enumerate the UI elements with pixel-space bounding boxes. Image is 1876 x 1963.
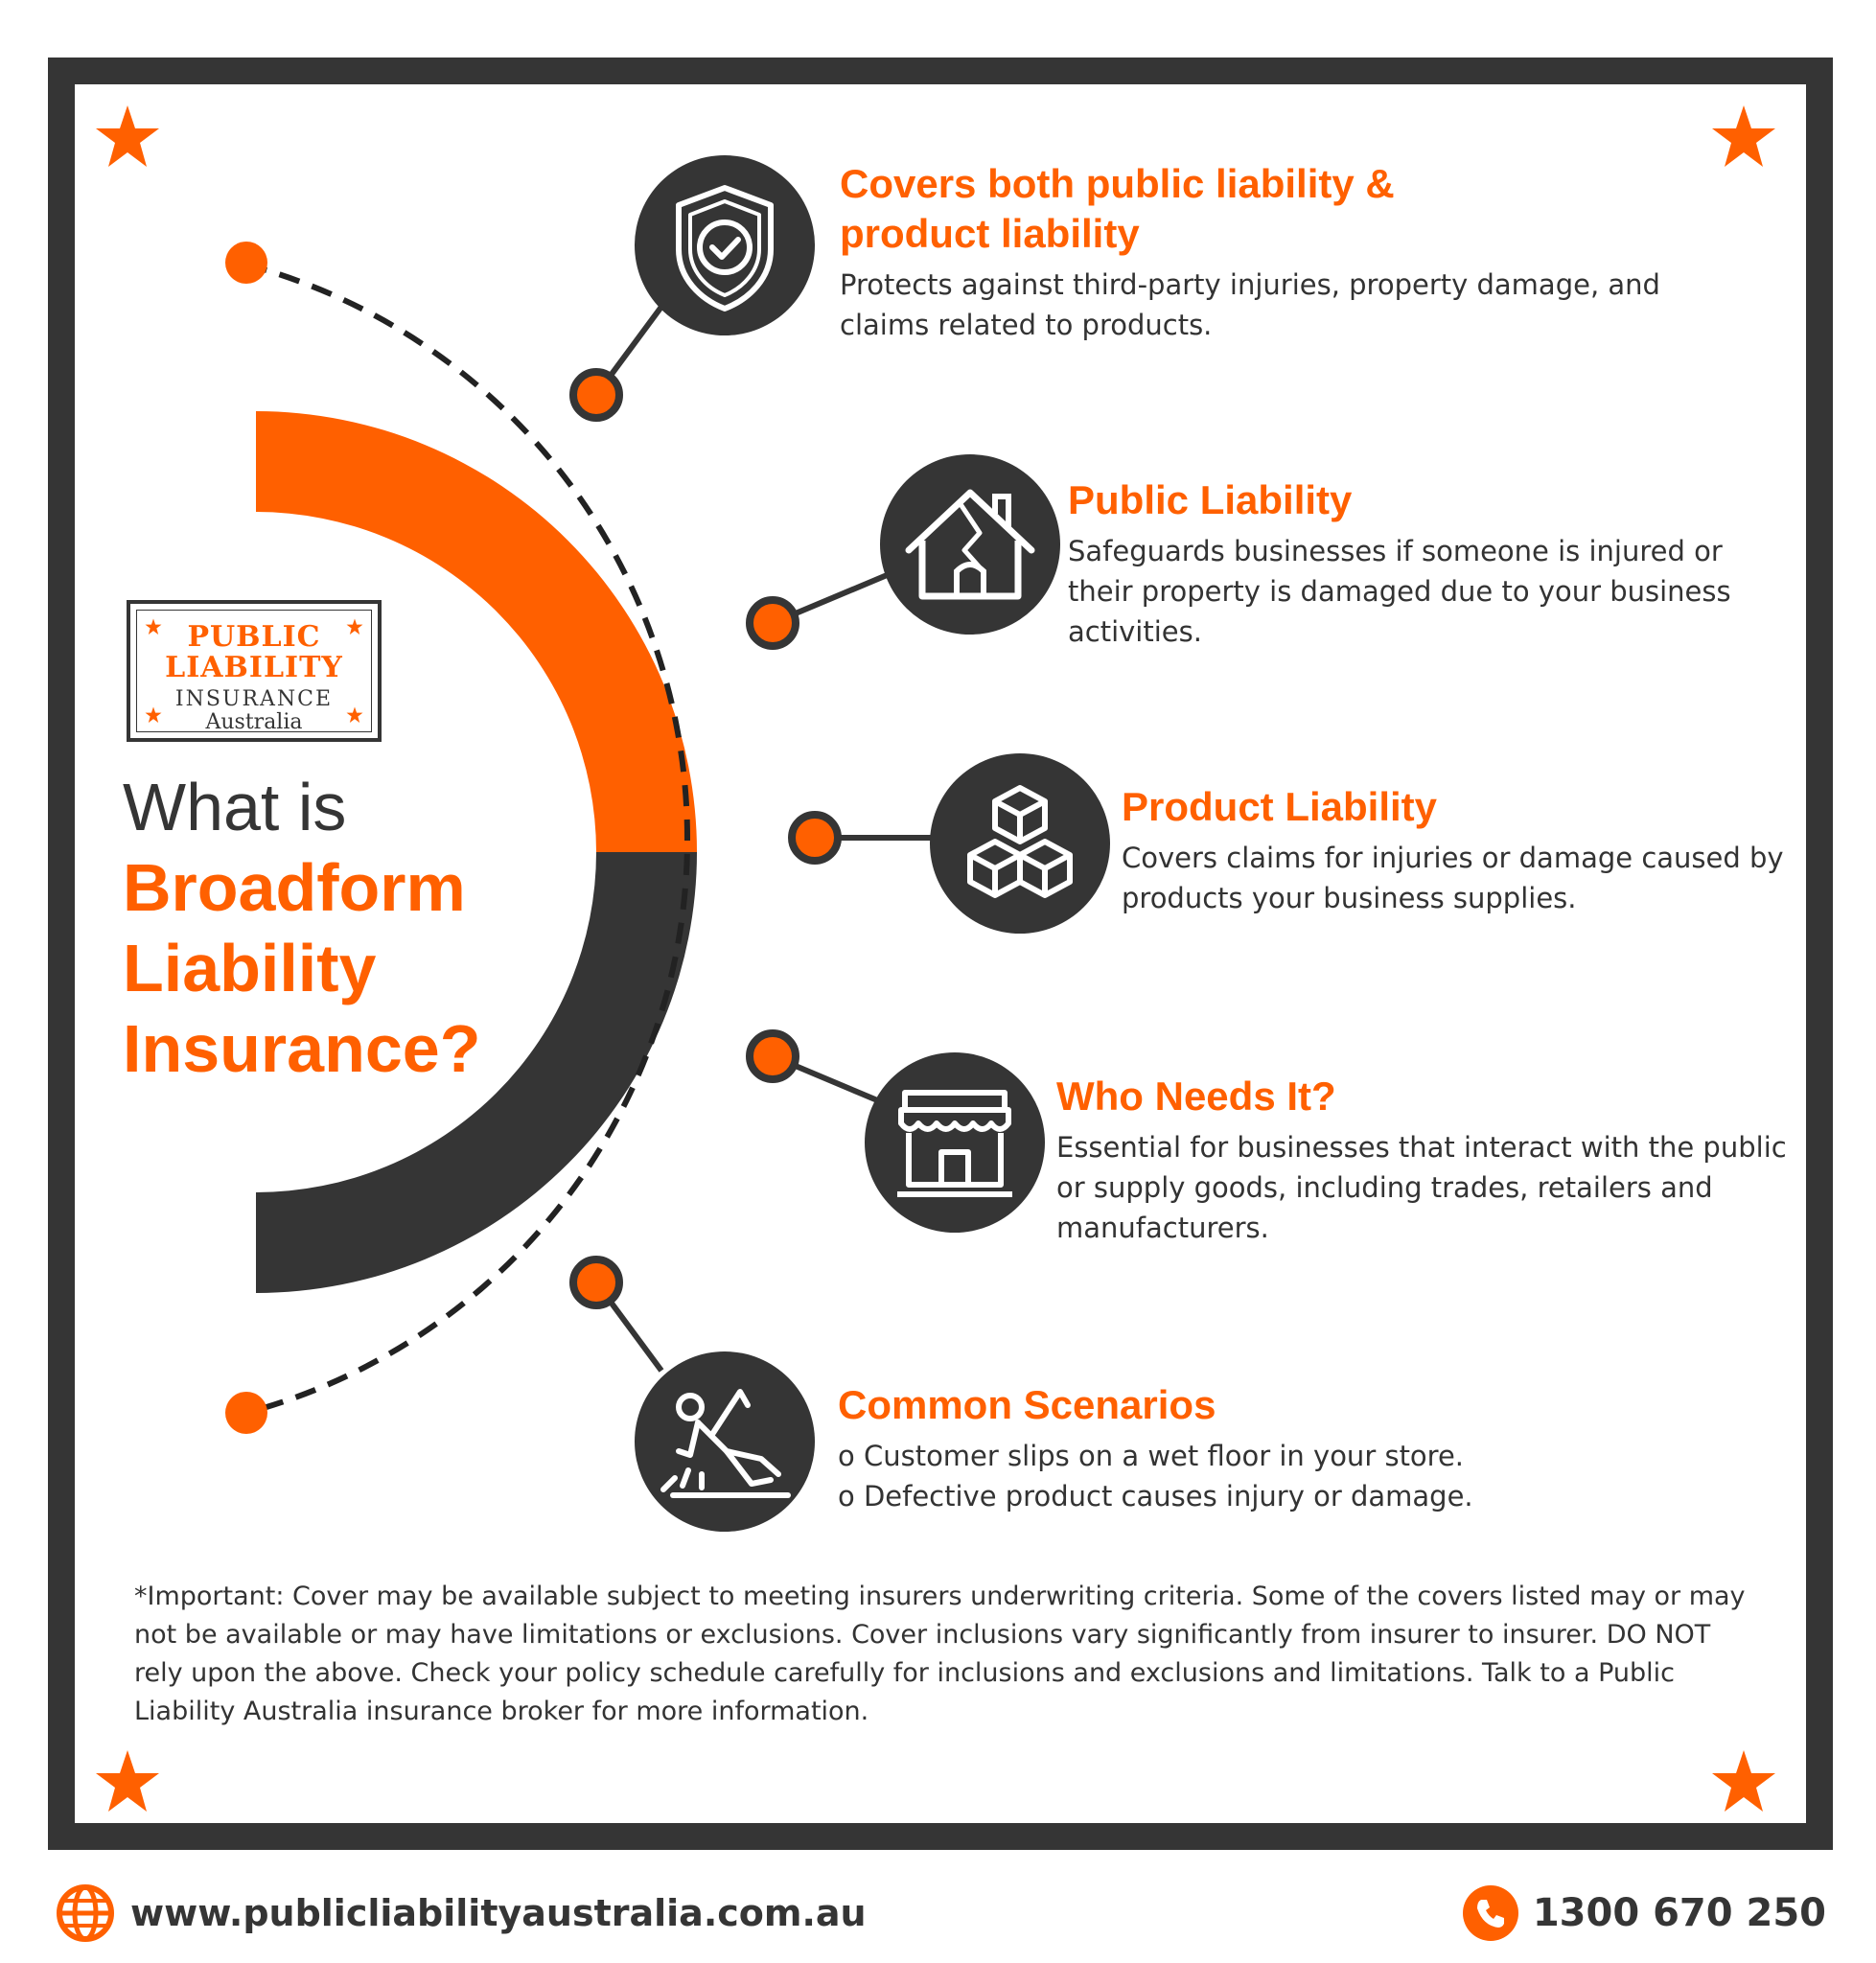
storefront-icon <box>865 1052 1045 1233</box>
phone-number[interactable]: 1300 670 250 <box>1532 1891 1826 1935</box>
footer-phone[interactable] <box>1462 1881 1826 1946</box>
title-line-4: Insurance? <box>123 1011 481 1086</box>
arc-node <box>746 596 799 650</box>
section-common-scenarios <box>838 1380 1605 1516</box>
section-body: Safeguards businesses if someone is injured or their property is damaged due to your business activities. <box>1068 535 1731 648</box>
title-line-3: Liability <box>123 931 377 1005</box>
star-icon <box>94 104 161 171</box>
section-coverage <box>840 159 1683 345</box>
phone-icon <box>1462 1884 1519 1942</box>
arc-node <box>746 1029 799 1083</box>
section-body: Protects against third-party injuries, property damage, and claims related to products. <box>840 268 1660 341</box>
logo-line-3: INSURANCE <box>174 687 334 711</box>
arc-node <box>569 368 623 422</box>
star-icon <box>1710 104 1777 171</box>
damaged-house-icon <box>880 454 1060 635</box>
website-link[interactable]: www.publicliabilityaustralia.com.au <box>130 1892 867 1934</box>
logo-line-1: PUBLIC <box>187 620 321 654</box>
title-line-1: What is <box>123 770 347 844</box>
logo-line-2: LIABILITY <box>165 651 343 684</box>
section-heading: Who Needs It? <box>1056 1074 1336 1119</box>
section-heading: Product Liability <box>1122 784 1438 829</box>
footer-website[interactable] <box>56 1881 867 1946</box>
star-icon <box>94 1748 161 1815</box>
arc-end-dot <box>225 1392 267 1434</box>
section-heading: Covers both public liability & product liability <box>840 161 1395 256</box>
boxes-icon <box>930 753 1110 934</box>
shield-check-icon <box>635 155 815 335</box>
arc-node <box>788 811 842 865</box>
section-body: Essential for businesses that interact with the public or supply goods, including trades, retailers and manufacturers. <box>1056 1131 1787 1244</box>
globe-icon <box>56 1883 115 1943</box>
disclaimer-text: *Important: Cover may be available subject to meeting insurers underwriting criteria. Some of the covers listed may or may not be available or may have limitations or exclusions. Cover inclusions vary significantly from insurer to insurer. DO NOT rely upon the above. Check your policy schedule carefully for inclusions and exclusions and limitations. Talk to a Public Liability Australia insurance broker for more information. <box>134 1582 1746 1726</box>
section-heading: Public Liability <box>1068 477 1353 522</box>
star-icon <box>1710 1748 1777 1815</box>
section-product-liability <box>1122 782 1793 918</box>
scenario-item: o Defective product causes injury or damage. <box>838 1480 1473 1513</box>
person-slipping-icon <box>635 1351 815 1532</box>
title-line-2: Broadform <box>123 850 466 925</box>
logo-line-4: Australia <box>205 710 303 734</box>
company-logo <box>127 600 382 742</box>
arc-node <box>569 1256 623 1309</box>
page-title <box>123 767 480 1089</box>
section-heading: Common Scenarios <box>838 1382 1216 1427</box>
section-body: Covers claims for injuries or damage caused by products your business supplies. <box>1122 842 1784 914</box>
section-who-needs-it <box>1056 1072 1795 1248</box>
arc-end-dot <box>225 242 267 284</box>
scenario-item: o Customer slips on a wet floor in your store. <box>838 1440 1465 1472</box>
section-public-liability <box>1068 475 1777 652</box>
